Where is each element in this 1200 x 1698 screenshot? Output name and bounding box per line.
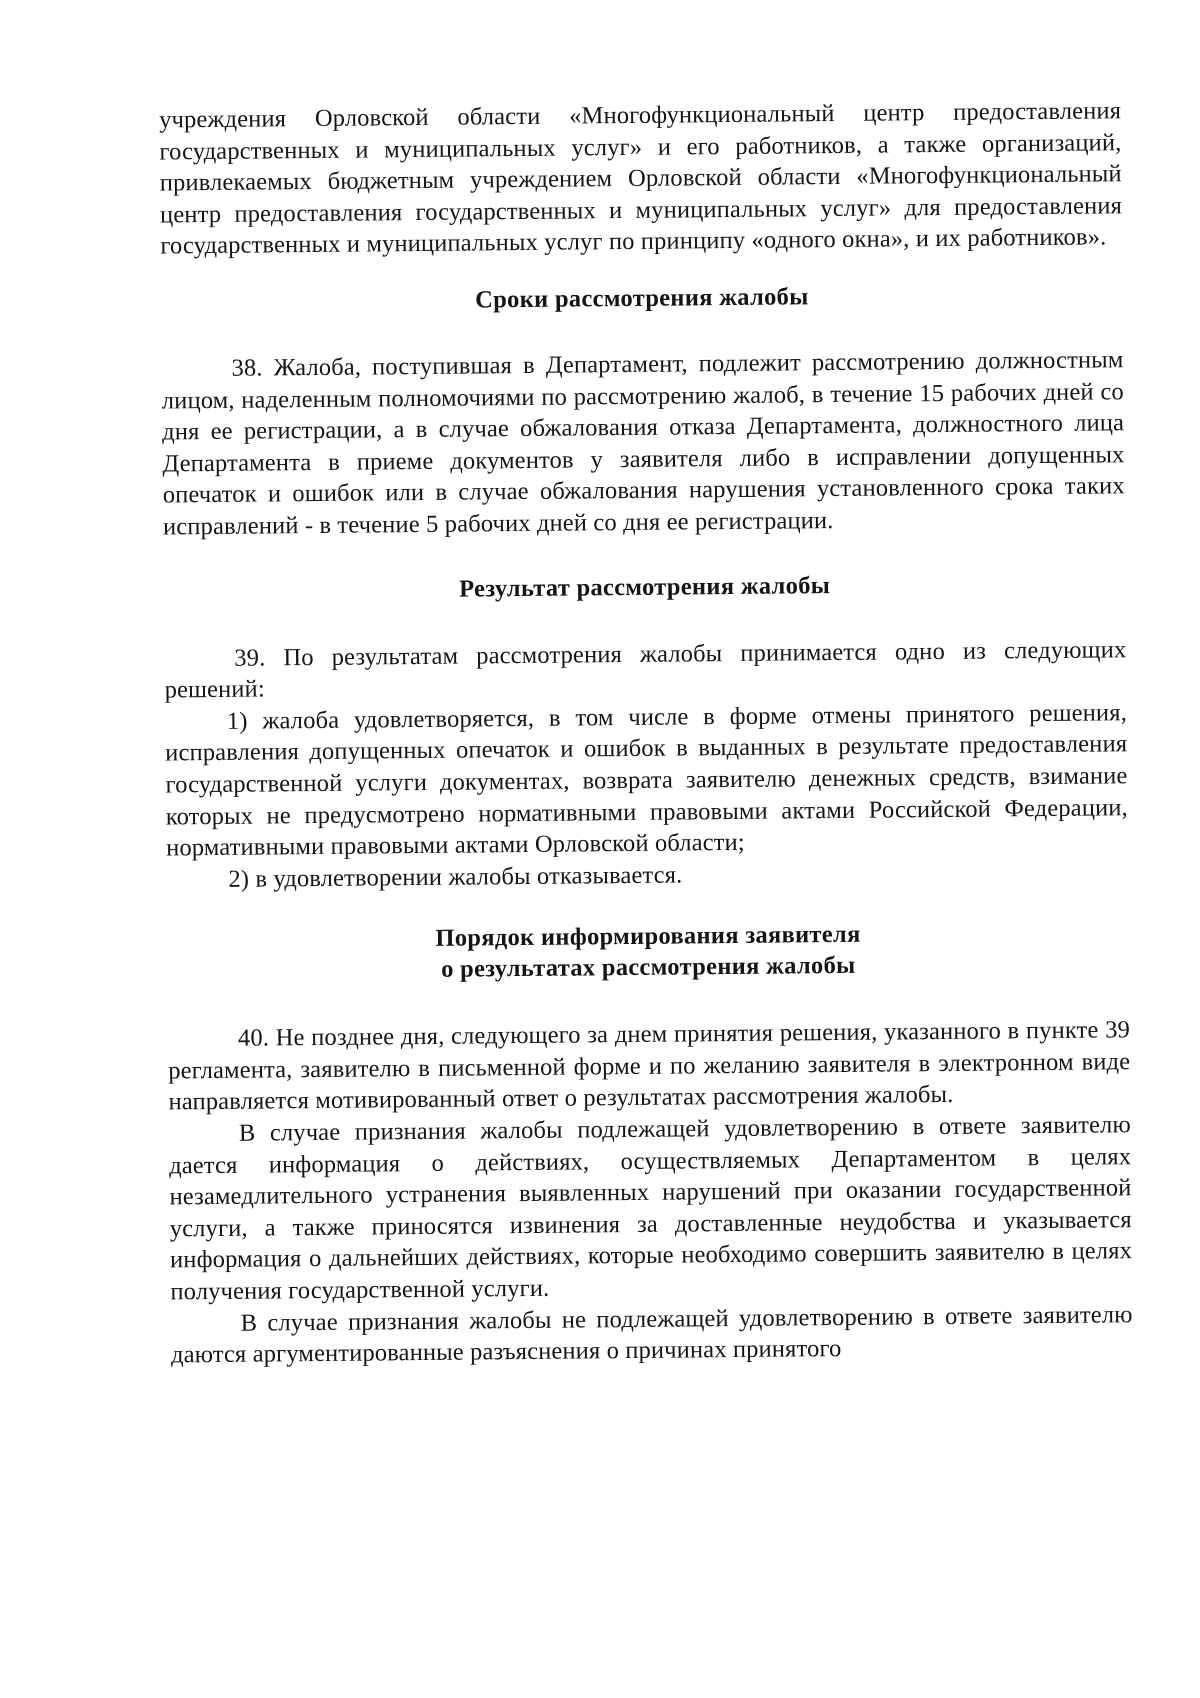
paragraph-39: 39. По результатам рассмотрения жалобы принимается одно из следующих решений: <box>164 635 1127 704</box>
paragraph-39-item-2: 2) в удовлетворении жалобы отказывается. <box>228 861 683 893</box>
paragraph-38: 38. Жалоба, поступившая в Департамент, подлежит рассмотрению должностным лицом, наделенным полномочиями по рассмотрению жалоб, в течение 15 рабочих дней со дня ее регистрации, а в случае обжалования отказа Департамента, должностного лица Департамента в приеме документов у заявителя либо в исправлении допущенных опечаток и ошибок или в случае обжалования нарушения установленного срока таких исправлений - в течение 5 рабочих дней со дня ее регистрации. <box>161 346 1125 541</box>
heading-review-terms: Сроки рассмотрения жалобы <box>475 283 809 314</box>
paragraph-40: 40. Не позднее дня, следующего за днем принятия решения, указанного в пункте 39 регламента, заявителю в письменной форме и по желанию заявителя в электронном виде направляется мотивированный ответ о результатах рассмотрения жалобы. <box>168 1016 1131 1116</box>
heading-review-result: Результат рассмотрения жалобы <box>459 571 831 603</box>
paragraph-40-rejected: В случае признания жалобы не подлежащей удовлетворению в ответе заявителю даются аргументированные разъяснения о причинах принятого <box>170 1300 1133 1369</box>
heading-notification-line-2: о результатах рассмотрения жалобы <box>440 952 856 984</box>
paragraph-40-satisfied: В случае признания жалобы подлежащей удовлетворению в ответе заявителю дается информация о действиях, осуществляемых Департаментом в целях незамедлительного устранения выявленных нарушений при оказании государственной услуги, а также приносятся извинения за доставленные неудобства и указывается информация о дальнейших действиях, которые необходимо совершить заявителю в целях получения государственной услуги. <box>169 1111 1133 1306</box>
paragraph-39-item-1: 1) жалоба удовлетворяется, в том числе в форме отмены принятого решения, исправления допущенных опечаток и ошибок в выданных в результате предоставления государственной услуги документах, возврата заявителю денежных средств, взимание которых не предусмотрено нормативными правовыми актами Российской Федерации, нормативными правовыми актами Орловской области; <box>165 698 1128 862</box>
heading-notification-line-1: Порядок информирования заявителя <box>435 921 861 953</box>
intro-paragraph: учреждения Орловской области «Многофункциональный центр предоставления государственных и муниципальных услуг» и его работников, а также организаций, привлекаемых бюджетным учреждением Орловской области «Многофункциональный центр предоставления государственных и муниципальных услуг» для предоставления государственных и муниципальных услуг по принципу «одного окна», и их работников». <box>159 97 1123 260</box>
